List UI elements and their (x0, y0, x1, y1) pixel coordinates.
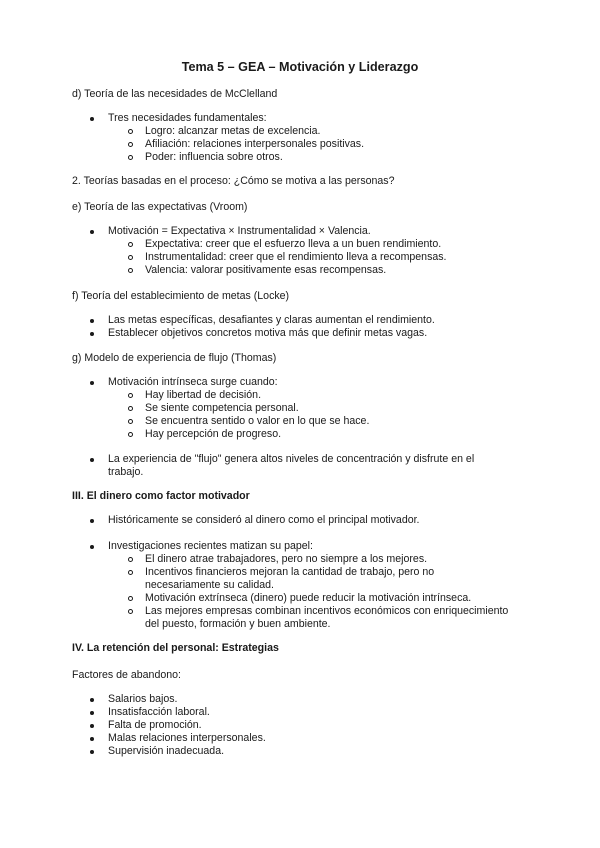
circle-bullet-icon (128, 142, 133, 147)
heading-vroom: e) Teoría de las expectativas (Vroom) (72, 201, 248, 213)
list-item: Se siente competencia personal. (145, 402, 299, 414)
list-item: Salarios bajos. (108, 693, 178, 705)
list-item: Hay percepción de progreso. (145, 428, 282, 440)
list-item: Las mejores empresas combinan incentivos económicos con enriquecimiento (145, 605, 509, 617)
list-item: Falta de promoción. (108, 719, 202, 731)
circle-bullet-icon (128, 155, 133, 160)
list-item: Incentivos financieros mejoran la cantidad de trabajo, pero no (145, 566, 435, 578)
list-item: La experiencia de "flujo" genera altos niveles de concentración y disfrute en el (108, 453, 475, 465)
list-item: Investigaciones recientes matizan su papel: (108, 540, 313, 552)
circle-bullet-icon (128, 406, 133, 411)
bullet-icon (90, 698, 94, 702)
circle-bullet-icon (128, 255, 133, 260)
circle-bullet-icon (128, 596, 133, 601)
bullet-icon (90, 381, 94, 385)
list-item: Expectativa: creer que el esfuerzo lleva a un buen rendimiento. (145, 238, 442, 250)
list-item: Motivación = Expectativa × Instrumentalidad × Valencia. (108, 225, 371, 237)
bullet-icon (90, 711, 94, 715)
heading-locke: f) Teoría del establecimiento de metas (Locke) (72, 290, 290, 302)
circle-bullet-icon (128, 570, 133, 575)
bullet-icon (90, 458, 94, 462)
bullet-icon (90, 230, 94, 234)
circle-bullet-icon (128, 419, 133, 424)
circle-bullet-icon (128, 609, 133, 614)
circle-bullet-icon (128, 432, 133, 437)
circle-bullet-icon (128, 393, 133, 398)
paragraph: Factores de abandono: (72, 669, 181, 681)
heading-mcclelland: d) Teoría de las necesidades de McClelland (72, 88, 278, 100)
page-title: Tema 5 – GEA – Motivación y Liderazgo (181, 60, 419, 74)
list-item: Hay libertad de decisión. (145, 389, 262, 401)
bullet-icon (90, 737, 94, 741)
list-item: Históricamente se consideró al dinero como el principal motivador. (108, 514, 420, 526)
bullet-icon (90, 332, 94, 336)
list-item: Tres necesidades fundamentales: (108, 112, 267, 124)
heading-money: III. El dinero como factor motivador (72, 490, 250, 502)
list-item: Se encuentra sentido o valor en lo que se hace. (145, 415, 370, 427)
list-item: Las metas específicas, desafiantes y claras aumentan el rendimiento. (108, 314, 435, 326)
list-item: Insatisfacción laboral. (108, 706, 210, 718)
list-item: Instrumentalidad: creer que el rendimiento lleva a recompensas. (145, 251, 447, 263)
circle-bullet-icon (128, 129, 133, 134)
bullet-icon (90, 750, 94, 754)
list-item-continuation: del puesto, formación y buen ambiente. (145, 618, 331, 630)
heading-process-theories: 2. Teorías basadas en el proceso: ¿Cómo se motiva a las personas? (72, 175, 395, 187)
list-item: Logro: alcanzar metas de excelencia. (145, 125, 321, 137)
circle-bullet-icon (128, 268, 133, 273)
list-item: Poder: influencia sobre otros. (145, 151, 283, 163)
list-item: Supervisión inadecuada. (108, 745, 225, 757)
bullet-icon (90, 319, 94, 323)
list-item: Motivación intrínseca surge cuando: (108, 376, 278, 388)
list-item: Establecer objetivos concretos motiva más que definir metas vagas. (108, 327, 428, 339)
circle-bullet-icon (128, 242, 133, 247)
list-item: Valencia: valorar positivamente esas recompensas. (145, 264, 387, 276)
list-item-continuation: necesariamente su calidad. (145, 579, 274, 591)
list-item: Malas relaciones interpersonales. (108, 732, 266, 744)
list-item: El dinero atrae trabajadores, pero no siempre a los mejores. (145, 553, 428, 565)
list-item: Afiliación: relaciones interpersonales positivas. (145, 138, 365, 150)
bullet-icon (90, 519, 94, 523)
heading-retention: IV. La retención del personal: Estrategias (72, 642, 279, 654)
heading-thomas: g) Modelo de experiencia de flujo (Thomas) (72, 352, 277, 364)
bullet-icon (90, 545, 94, 549)
bullet-icon (90, 117, 94, 121)
list-item-continuation: trabajo. (108, 466, 144, 478)
list-item: Motivación extrínseca (dinero) puede reducir la motivación intrínseca. (145, 592, 472, 604)
circle-bullet-icon (128, 557, 133, 562)
bullet-icon (90, 724, 94, 728)
